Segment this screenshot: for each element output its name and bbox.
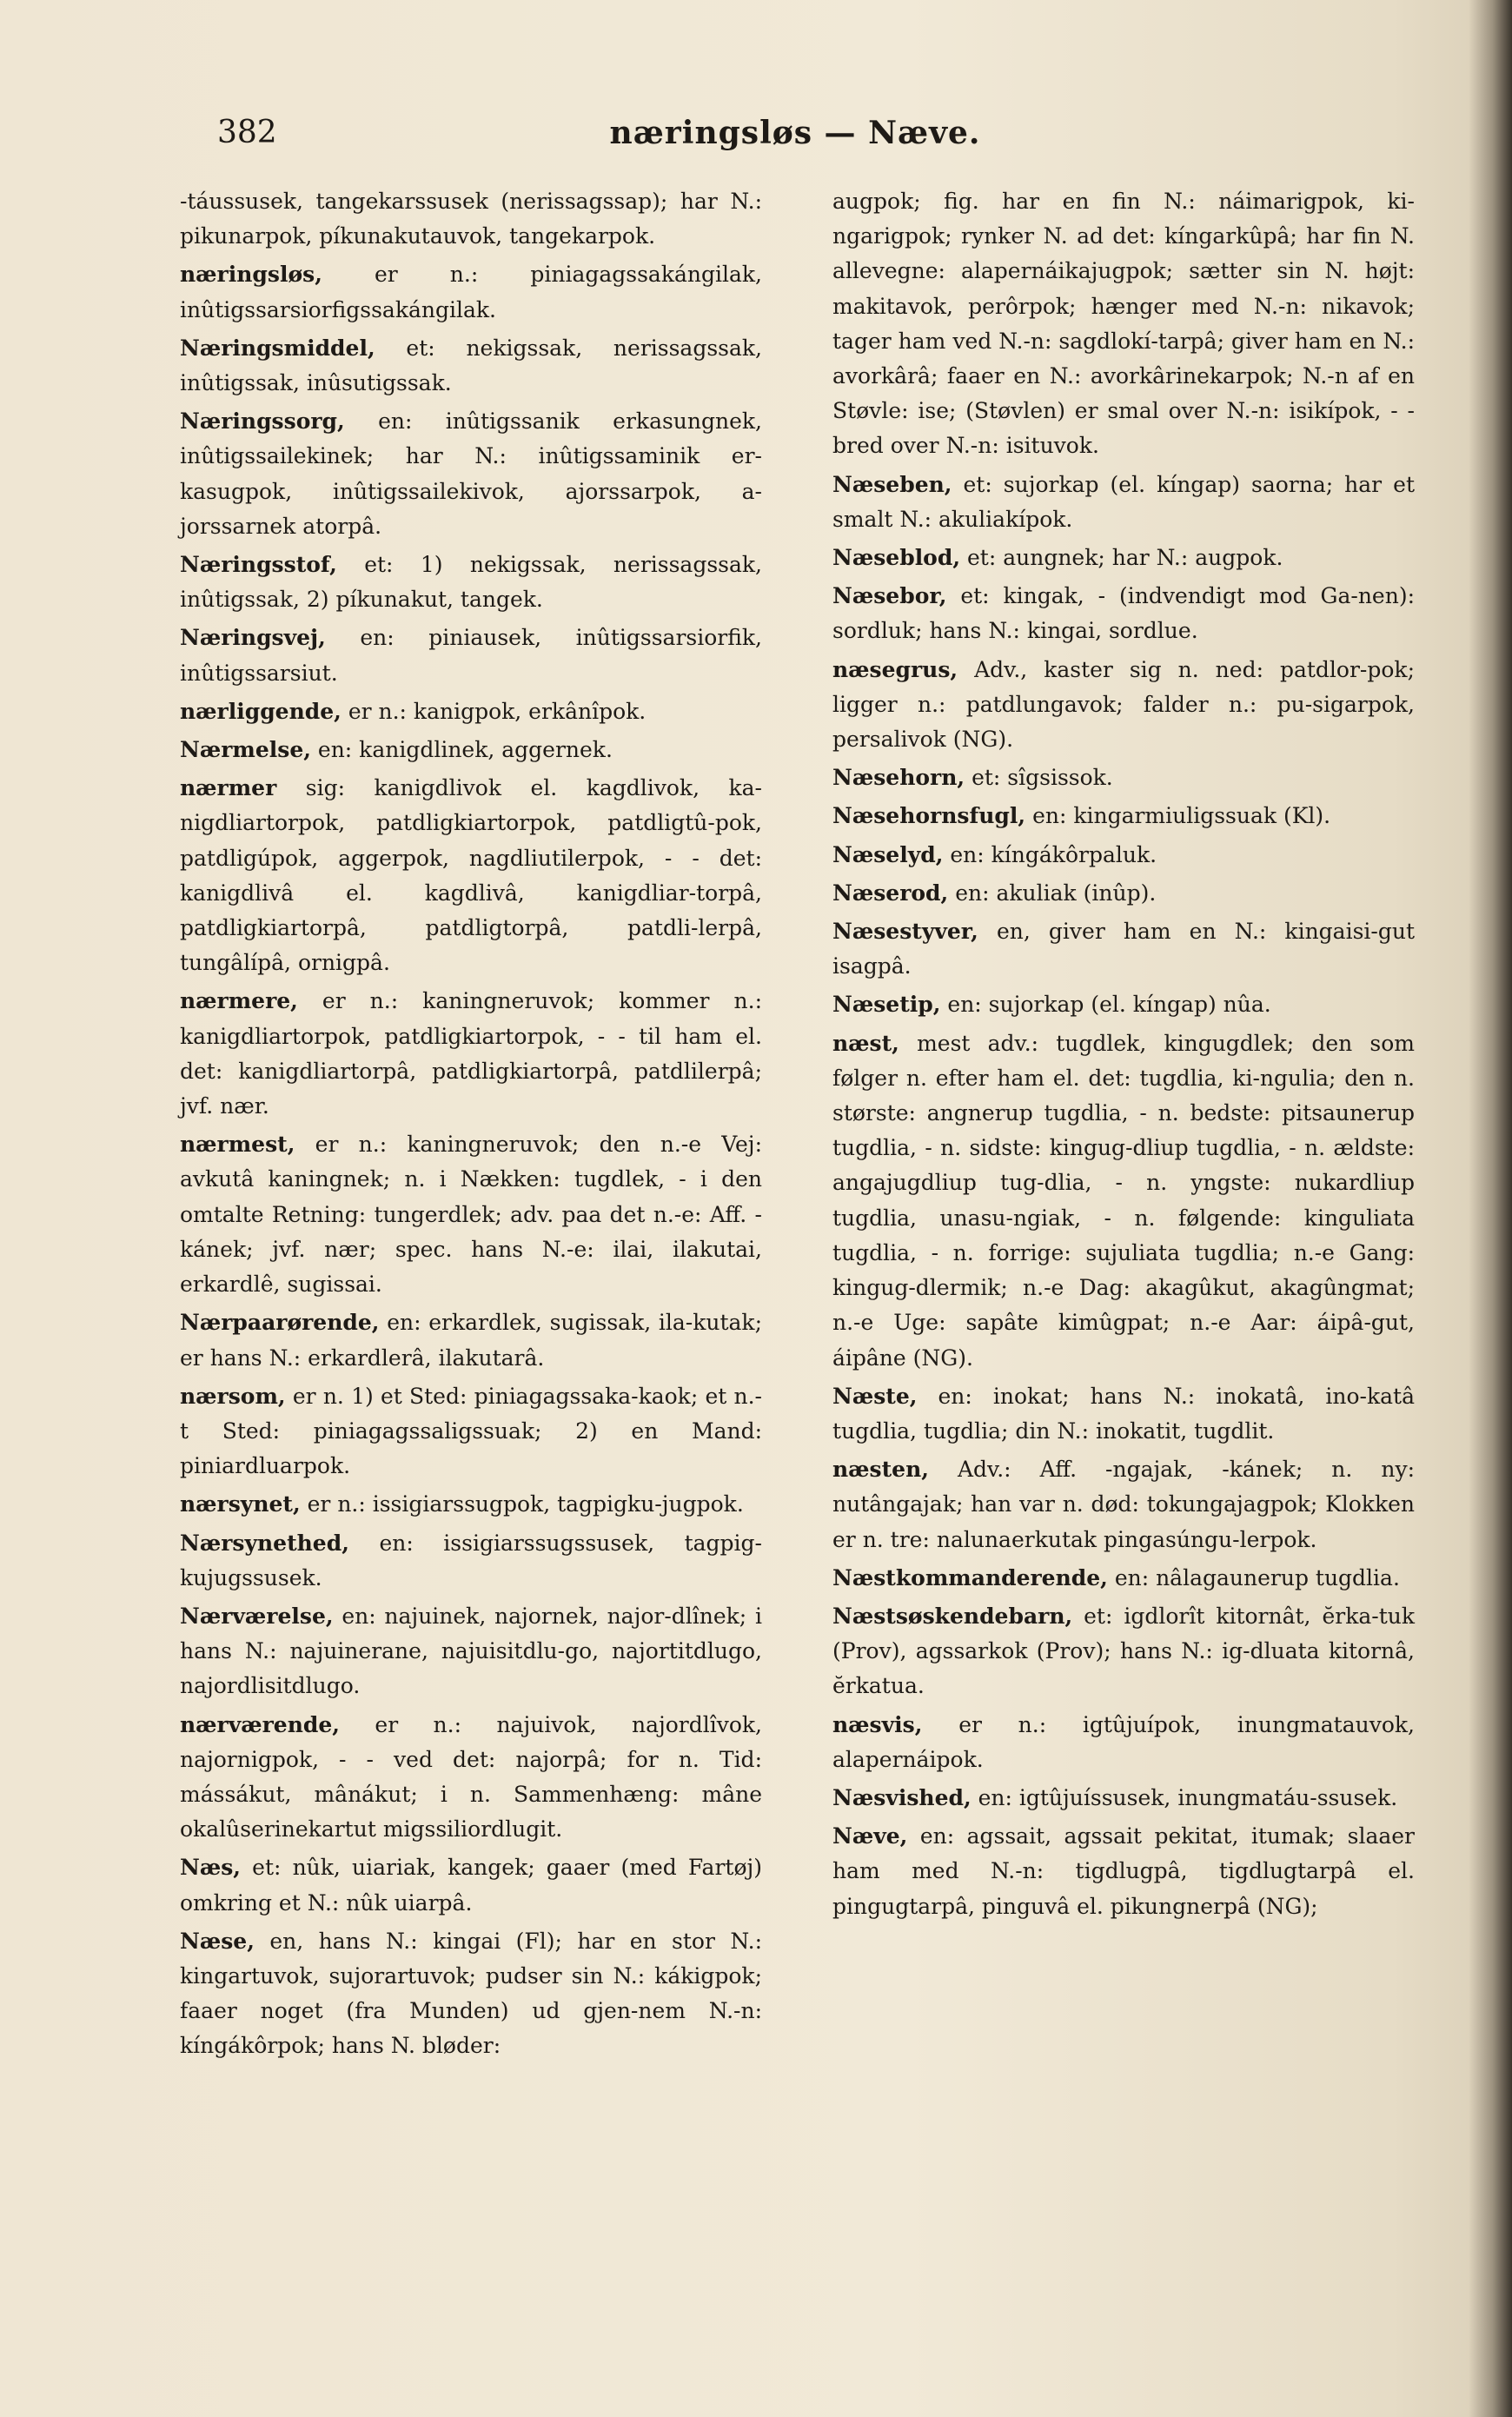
entry-definition: er n.: igtûjuípok, inungmatauvok, alapernáipok. [832,1711,1416,1772]
entry-headword: Næsebor, [832,583,947,609]
entry-definition: en: kíngákôrpaluk. [950,841,1157,867]
entry-definition: er n.: kanigpok, erkânîpok. [348,698,647,724]
entry-headword: Nærværelse, [180,1603,334,1629]
entry-definition: mest adv.: tugdlek, kingugdlek; den som følger n. efter ham el. det: tugdlia, ki-ngulia; den n. største: angnerup tugdlia, - n. bedste: pitsaunerup tugdlia, - n. sidste: kingug-dliup tugdlia, - n. ældste: angajugdliup tug-dlia, - n. yngste: nukardliup tugdlia, unasu-ngiak, - n. følgende: kinguliata tugdlia, - n. forrige: sujuliata tugdlia; n.-e Gang: kingug-dlermik; n.-e Dag: akagûkut, akagûngmat; n.-e Uge: sapâte kimûgpat; n.-e Aar: áipâ-gut, áipâne (NG). [832,1030,1416,1371]
dictionary-entry [180,1850,762,1920]
dictionary-entry [832,579,1415,648]
dictionary-entry [832,876,1415,911]
running-head: næringsløs — Næve. [609,115,981,151]
entry-definition: en: inokat; hans N.: inokatâ, ino-katâ tugdlia, tugdlia; din N.: inokatit, tugdlit. [832,1383,1415,1444]
dictionary-entry [180,984,762,1124]
entry-definition: en: najuinek, najornek, najor-dlînek; i hans N.: najuinerane, najuisitdlu-go, najortitdlugo, najordlisitdlugo. [180,1603,762,1699]
entry-definition: en: kingarmiuligssuak (Kl). [1032,803,1331,829]
entry-headword: Næse, [180,1928,255,1954]
dictionary-entry [832,987,1415,1022]
dictionary-entry [180,733,762,767]
entry-definition: et: aungnek; har N.: augpok. [967,545,1283,571]
dictionary-entry [180,1599,762,1704]
entry-headword: Næstkommanderende, [832,1564,1108,1590]
entry-definition: en: kanigdlinek, aggernek. [317,737,613,763]
entry-headword: Nærpaarørende, [180,1310,380,1336]
dictionary-entry [180,1127,762,1302]
entry-definition: en: inûtigssanik erkasungnek, inûtigssailekinek; har N.: inûtigssaminik er-kasugpok, inûtigssailekivok, ajorssarpok, a-jorssarnek atorpâ. [180,408,762,539]
entry-definition: er n.: issigiarssugpok, tagpigku-jugpok. [307,1491,744,1517]
entry-headword: Næstsøskendebarn, [832,1603,1073,1629]
entry-definition: er n.: kaningneruvok; den n.-e Vej: avkutâ kaningnek; n. i Nækken: tugdlek, - i den omtalte Retning: tungerdlek; adv. paa det n.-e: Aff. -kánek; jvf. nær; spec. hans N.-e: ilai, ilakutai, erkardlê, sugissai. [180,1132,762,1298]
dictionary-entry [832,1781,1415,1816]
dictionary-entry [832,1708,1415,1777]
entry-definition: en, giver ham en N.: kingaisi-gut isagpâ. [832,919,1415,979]
left-column [180,184,762,2068]
entry-headword: Næve, [832,1823,908,1849]
entry-headword: nærmere, [180,988,298,1014]
entry-definition: en: erkardlek, sugissak, ila-kutak; er hans N.: erkardlerâ, ilakutarâ. [180,1310,762,1371]
entry-headword: Næsetip, [832,992,941,1018]
entry-definition: et: sîgsissok. [972,765,1113,791]
page-number: 382 [217,115,277,150]
dictionary-entry [832,1026,1415,1376]
dictionary-entry [180,1379,762,1484]
entry-headword: næsten, [832,1457,929,1483]
entry-definition: et: nûk, uiariak, kangek; gaaer (med Fartøj) omkring et N.: nûk uiarpâ. [180,1855,763,1916]
entry-definition: en: akuliak (inûp). [955,880,1157,906]
entry-definition: en: agssait, agssait pekitat, itumak; slaaer ham med N.-n: tigdlugpâ, tigdlugtarpâ el. pingugtarpâ, pinguvâ el. pikungnerpâ (NG); [832,1823,1416,1919]
entry-definition: et: nekigssak, nerissagssak, inûtigssak, inûsutigssak. [180,335,762,396]
dictionary-entry [180,404,762,544]
entry-headword: Næs, [180,1855,242,1881]
dictionary-entry [832,1379,1415,1449]
dictionary-entry [832,914,1415,984]
entry-definition: en: issigiarssugssusek, tagpig-kujugssusek. [180,1530,762,1590]
dictionary-entry [832,541,1415,575]
dictionary-entry [180,771,762,980]
dictionary-entry [180,1305,762,1375]
dictionary-entry [180,1487,762,1522]
entry-headword: Næringsvej, [180,625,326,651]
dictionary-entry [180,694,762,729]
dictionary-entry [180,1708,762,1848]
entry-headword: Næsvished, [832,1784,972,1810]
entry-definition: -táussusek, tangekarssusek (nerissagssap); har N.: pikunarpok, píkunakutauvok, tangekarpok. [180,189,762,249]
dictionary-entry [180,1526,762,1596]
entry-definition: sig: kanigdlivok el. kagdlivok, ka-nigdliartorpok, patdligkiartorpok, patdligtû-pok, patdligúpok, aggerpok, nagdliutilerpok, - - det: kanigdlivâ el. kagdlivâ, kanigdliar-torpâ, patdligkiartorpâ, patdligtorpâ, patdli-lerpâ, tungâlípâ, ornigpâ. [180,775,762,976]
entry-definition: en: nâlagaunerup tugdlia. [1114,1564,1400,1590]
entry-headword: nærmest, [180,1132,295,1158]
entry-headword: nærsom, [180,1383,286,1409]
entry-headword: Nærmelse, [180,737,311,763]
dictionary-entry [832,799,1415,833]
entry-headword: nærværende, [180,1711,340,1737]
entry-definition: et: 1) nekigssak, nerissagssak, inûtigssak, 2) píkunakut, tangek. [180,552,762,613]
entry-headword: Næserod, [832,880,949,906]
dictionary-entry [832,838,1415,873]
entry-definition: er n.: kaningneruvok; kommer n.: kanigdliartorpok, patdligkiartorpok, - - til ham el. det: kanigdliartorpâ, patdligkiartorpâ, patdlilerpâ; jvf. nær. [180,988,762,1119]
page-edge-shadow [1469,0,1512,2417]
entry-headword: nærliggende, [180,698,342,724]
entry-headword: næsegrus, [832,656,958,682]
entry-headword: Næringssorg, [180,408,345,435]
entry-headword: Næsehorn, [832,765,965,791]
dictionary-entry [832,653,1415,758]
entry-definition: en: piniausek, inûtigssarsiorfik, inûtigssarsiut. [180,625,762,686]
dictionary-entry [180,548,762,617]
dictionary-entry [180,257,762,327]
dictionary-entry [832,1819,1415,1924]
dictionary-entry [832,1561,1415,1596]
dictionary-entry [832,1599,1415,1704]
entry-headword: Næringsstof, [180,552,337,578]
entry-headword: Næste, [832,1383,918,1409]
dictionary-entry [180,621,762,690]
entry-headword: Næseblod, [832,545,961,571]
entry-headword: næsvis, [832,1711,923,1737]
entry-definition: en, hans N.: kingai (Fl); har en stor N.: kingartuvok, sujorartuvok; pudser sin N.: kákigpok; faaer noget (fra Munden) ud gjen-nem N.-n: kíngákôrpok; hans N. bløder: [180,1928,763,2059]
dictionary-entry [832,468,1415,537]
entry-headword: Næsehornsfugl, [832,803,1026,829]
entry-headword: næst, [832,1030,899,1056]
entry-definition: en: igtûjuíssusek, inungmatáu-ssusek. [978,1784,1398,1810]
entry-headword: Næringsmiddel, [180,335,375,361]
entry-headword: nærmer [180,775,277,801]
entry-definition: et: igdlorît kitornât, ĕrka-tuk (Prov), agssarkok (Prov); hans N.: ig-dluata kitornâ, ĕrkatua. [832,1603,1415,1699]
entry-definition: Adv., kaster sig n. ned: patdlor-pok; ligger n.: patdlungavok; falder n.: pu-sigarpok, persalivok (NG). [832,656,1416,753]
dictionary-entry [180,331,762,401]
dictionary-entry [180,184,762,254]
entry-definition: et: sujorkap (el. kíngap) saorna; har et smalt N.: akuliakípok. [832,471,1415,532]
entry-headword: Næseben, [832,471,952,497]
entry-headword: Næsestyver, [832,919,978,945]
entry-headword: nærsynet, [180,1491,301,1517]
dictionary-entry [832,1452,1415,1557]
dictionary-entry [832,184,1415,464]
right-column [832,184,1415,1928]
entry-definition: augpok; fig. har en fin N.: náimarigpok, ki-ngarigpok; rynker N. ad det: kíngarkûpâ; har fin N. allevegne: alapernáikajugpok; sætter sin N. højt: makitavok, perôrpok; hænger med N.-n: nikavok; tager ham ved N.-n: sagdlokí-tarpâ; giver ham en N.: avorkârâ; faaer en N.: avorkârinekarpok; N.-n af en Støvle: ise; (Støvlen) er smal over N.-n: isikípok, - - bred over N.-n: isituvok. [832,189,1415,459]
page-header [209,111,1382,163]
entry-definition: en: sujorkap (el. kíngap) nûa. [947,992,1271,1018]
entry-definition: Adv.: Aff. -ngajak, -kánek; n. ny: nutângajak; han var n. død: tokungajagpok; Klokken er n. tre: nalunaerkutak pingasúngu-lerpok. [832,1457,1416,1552]
entry-definition: er n. 1) et Sted: piniagagssaka-kaok; et n.-t Sted: piniagagssaligssuak; 2) en Mand: piniardluarpok. [180,1383,762,1479]
entry-headword: Nærsynethed, [180,1530,349,1556]
dictionary-entry [180,1924,762,2064]
entry-definition: et: kingak, - (indvendigt mod Ga-nen): sordluk; hans N.: kingai, sordlue. [832,583,1415,644]
entry-headword: Næselyd, [832,841,944,867]
entry-definition: er n.: piniagagssakángilak, inûtigssarsiorfigssakángilak. [180,262,762,322]
entry-headword: næringsløs, [180,262,322,288]
dictionary-entry [832,760,1415,795]
entry-definition: er n.: najuivok, najordlîvok, najornigpok, - - ved det: najorpâ; for n. Tid: mássákut, mânákut; i n. Sammenhæng: mâne okalûserinekartut migssiliordlugit. [180,1711,762,1843]
